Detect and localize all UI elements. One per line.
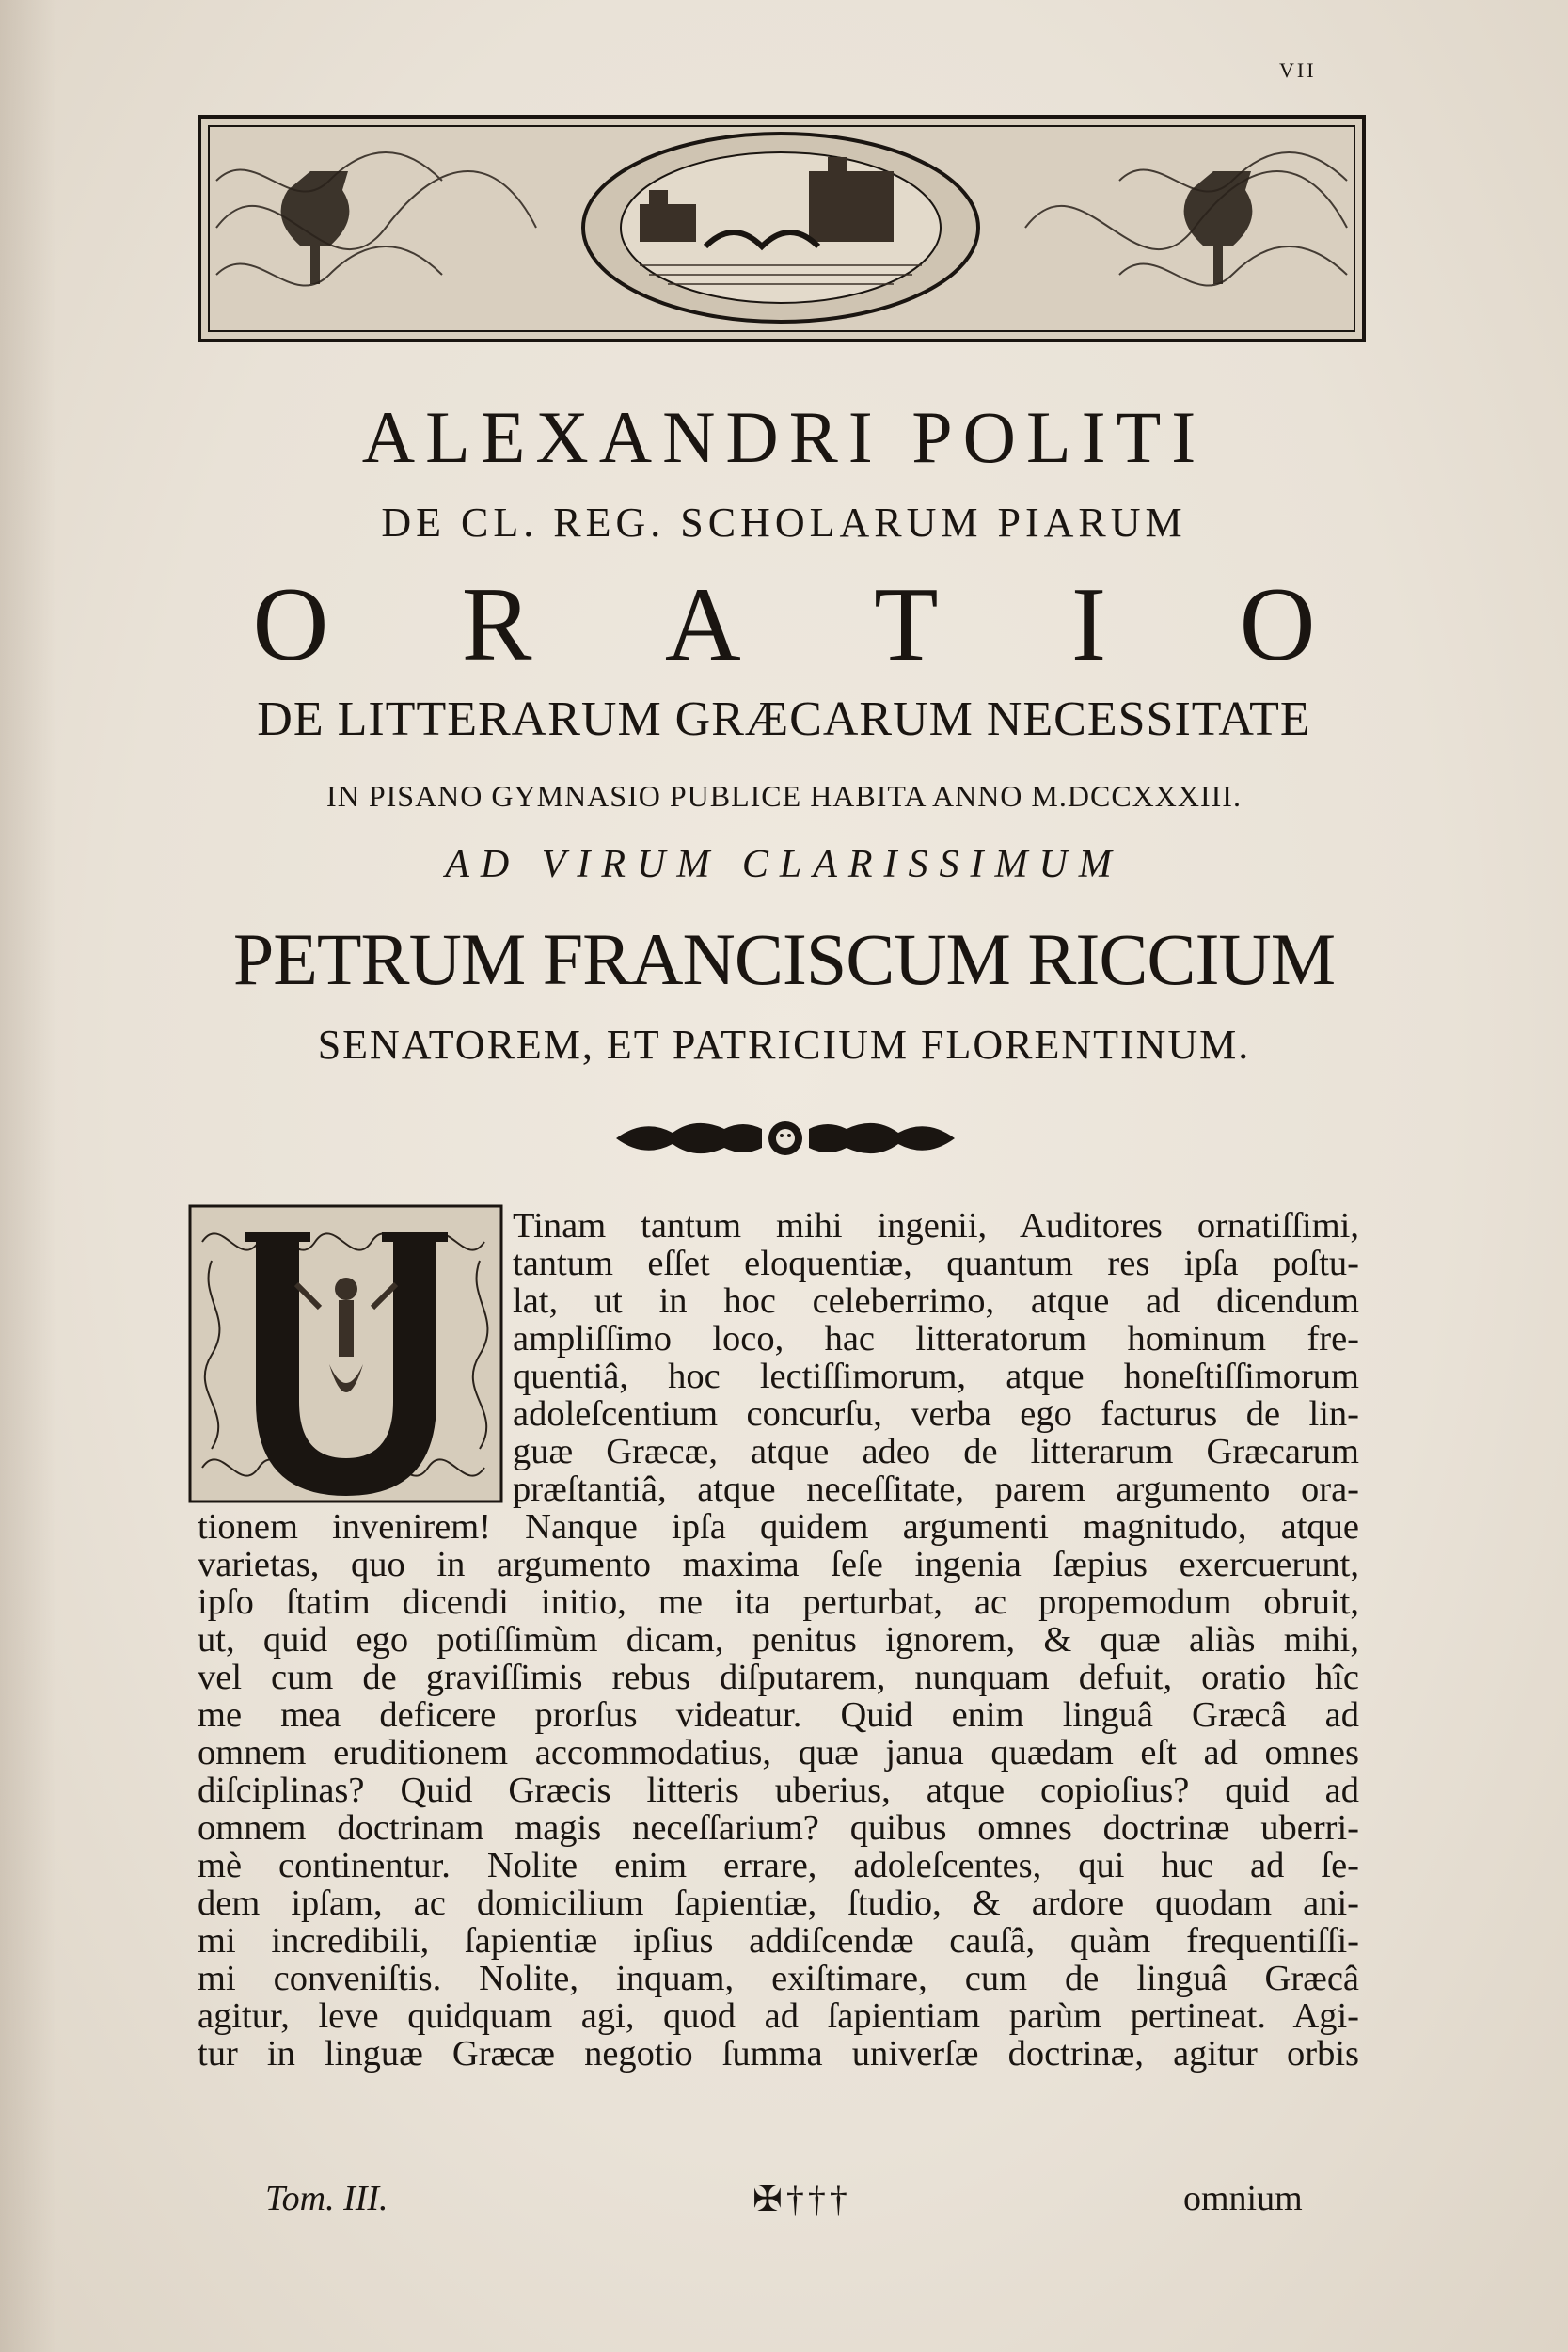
text-line: præſtantiâ, atque neceſſitate, parem argumento ora-	[513, 1470, 1359, 1509]
oratio-heading	[0, 564, 1568, 686]
volume-mark: Tom. III.	[265, 2179, 388, 2218]
text-line: ut, quid ego potiſſimùm dicam, penitus ignorem, & quæ aliàs mihi,	[198, 1620, 1359, 1660]
oratio-letter: O	[252, 566, 329, 683]
text-line: guæ Græcæ, atque adeo de litterarum Græcarum	[513, 1432, 1359, 1471]
text-line: adoleſcentium concurſu, verba ego facturus de lin-	[513, 1394, 1359, 1434]
signature-mark: ✠†††	[752, 2180, 851, 2219]
religious-order-line: DE CL. REG. SCHOLARUM PIARUM	[381, 500, 1187, 546]
dedicatee-title: SENATOREM, ET PATRICIUM FLORENTINUM.	[317, 1022, 1251, 1068]
catchword: omnium	[1183, 2179, 1303, 2218]
text-line: tantum eſſet eloquentiæ, quantum res ipſa poſtu-	[513, 1244, 1359, 1283]
fleuron-divider-image	[607, 1115, 964, 1162]
text-line: mi incredibili, ſapientiæ ipſius addiſcendæ cauſâ, quàm frequentiſſi-	[198, 1921, 1359, 1961]
oratio-letter: R	[461, 566, 532, 683]
text-line: vel cum de graviſſimis rebus diſputarem, nunquam defuit, oratio hîc	[198, 1658, 1359, 1697]
text-line: tionem invenirem! Nanque ipſa quidem argumenti magnitudo, atque	[198, 1507, 1359, 1547]
text-line: agitur, leve quidquam agi, quod ad ſapientiam parùm pertineat. Agi-	[198, 1996, 1359, 2036]
text-line: diſciplinas? Quid Græcis litteris uberius, atque copioſius? quid ad	[198, 1771, 1359, 1810]
text-line: quentiâ, hoc lectiſſimorum, atque honeſtiſſimorum	[513, 1357, 1359, 1396]
subject-line: DE LITTERARUM GRÆCARUM NECESSITATE	[257, 692, 1311, 746]
oratio-letter: I	[1070, 566, 1107, 683]
decorated-initial-u-image	[188, 1204, 503, 1503]
text-line: dem ipſam, ac domicilium ſapientiæ, ſtudio, & ardore quodam ani-	[198, 1883, 1359, 1923]
place-date-line: IN PISANO GYMNASIO PUBLICE HABITA ANNO M.DCCXXXIII.	[326, 779, 1242, 813]
text-line: mè continentur. Nolite enim errare, adoleſcentes, qui huc ad ſe-	[198, 1846, 1359, 1885]
dedication-line: AD VIRUM CLARISSIMUM	[445, 843, 1123, 886]
text-line: varietas, quo in argumento maxima ſeſe ingenia ſæpius exercuerunt,	[198, 1545, 1359, 1584]
text-line: lat, ut in hoc celeberrimo, atque ad dicendum	[513, 1281, 1359, 1321]
oratio-letter: T	[874, 566, 939, 683]
headpiece-woodcut-image	[198, 115, 1366, 342]
oratio-letter: A	[664, 566, 741, 683]
author-title: ALEXANDRI POLITI	[361, 396, 1207, 478]
text-line: Tinam tantum mihi ingenii, Auditores ornatiſſimi,	[513, 1206, 1359, 1246]
text-line: omnem doctrinam magis neceſſarium? quibus omnes doctrinæ uberri-	[198, 1808, 1359, 1848]
text-line: ipſo ſtatim dicendi initio, me ita perturbat, ac propemodum obruit,	[198, 1582, 1359, 1622]
text-line: omnem eruditionem accommodatius, quæ janua quædam eſt ad omnes	[198, 1733, 1359, 1772]
oratio-letter: O	[1239, 566, 1316, 683]
page-number: VII	[1279, 58, 1317, 82]
gutter-shadow	[0, 0, 56, 2352]
text-line: ampliſſimo loco, hac litteratorum hominum fre-	[513, 1319, 1359, 1359]
text-line: tur in linguæ Græcæ negotio ſumma univerſæ doctrinæ, agitur orbis	[198, 2034, 1359, 2074]
text-line: me mea deficere prorſus videatur. Quid enim linguâ Græcâ ad	[198, 1695, 1359, 1735]
dedicatee-name: PETRUM FRANCISCUM RICCIUM	[232, 918, 1336, 1000]
text-line: mi conveniſtis. Nolite, inquam, exiſtimare, cum de linguâ Græcâ	[198, 1959, 1359, 1998]
